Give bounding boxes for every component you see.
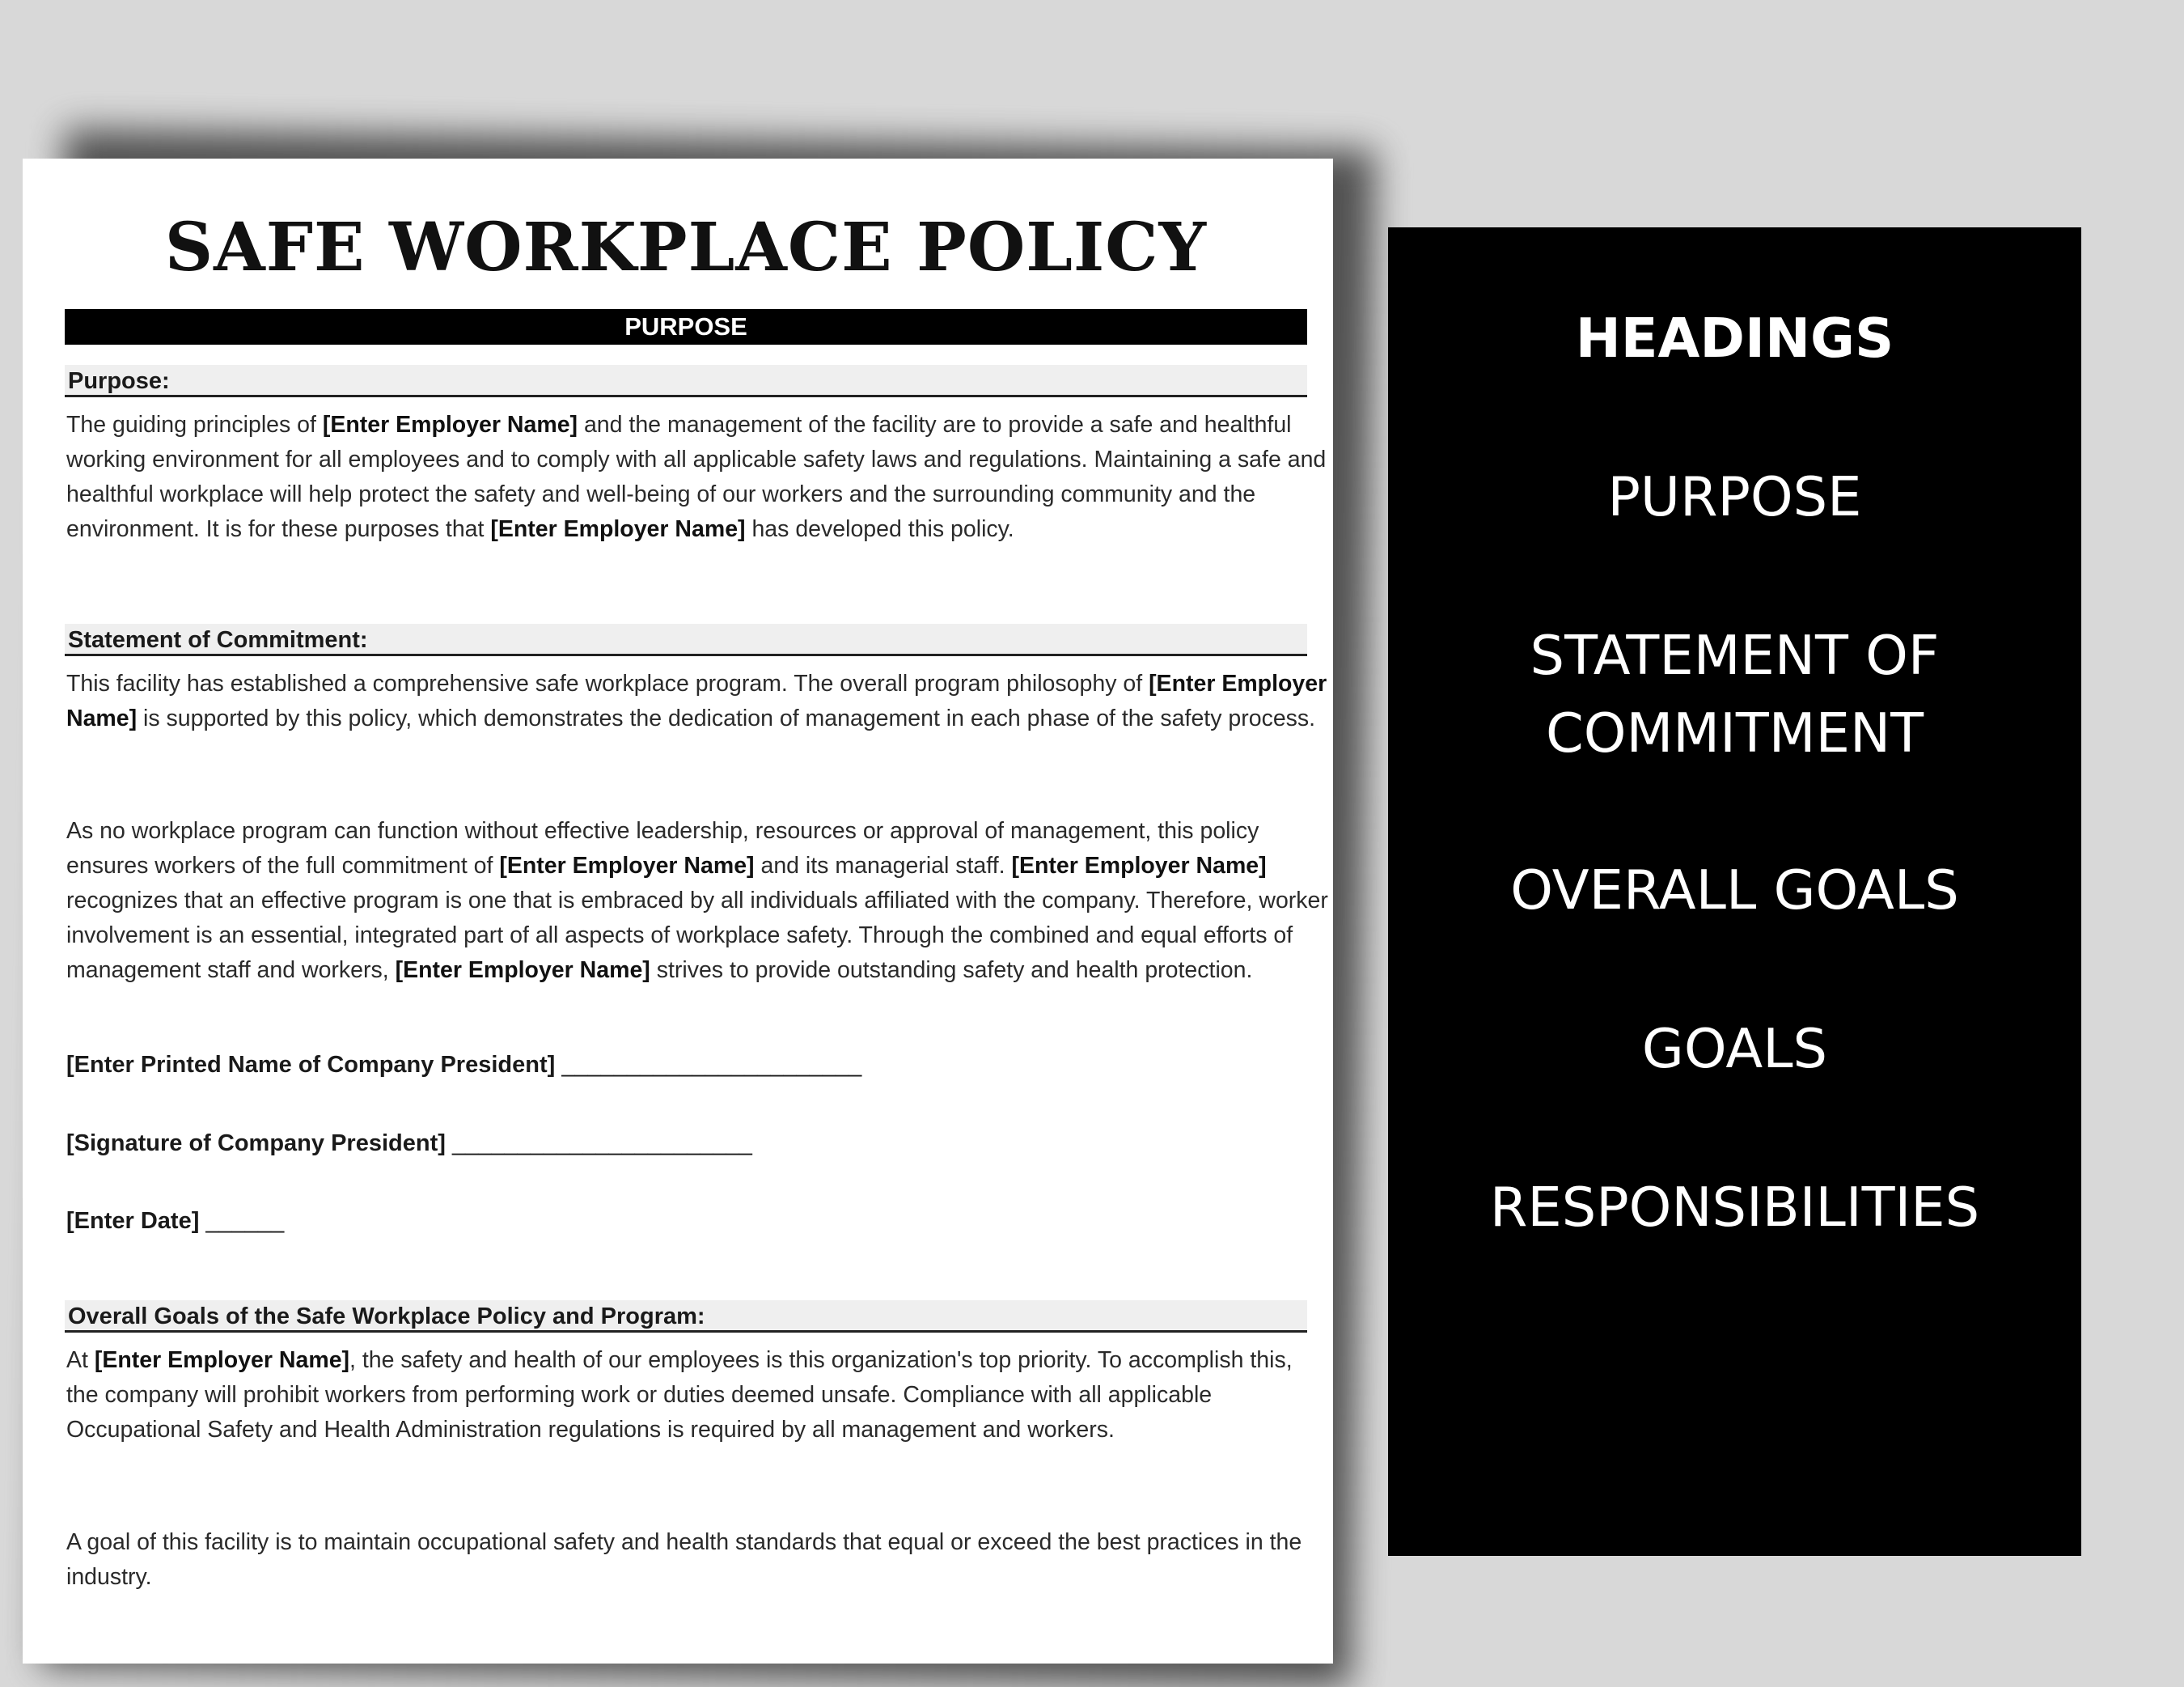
heading-item-goals: GOALS xyxy=(1641,1017,1828,1080)
printed-name-line: _______________________ xyxy=(561,1052,862,1078)
date-field xyxy=(66,1208,284,1235)
heading-item-statement-of: STATEMENT OF xyxy=(1530,624,1940,687)
section-heading-goals: Overall Goals of the Safe Workplace Policy and Program: xyxy=(65,1300,1307,1333)
employer-name-placeholder: [Enter Employer Name] xyxy=(1011,853,1267,879)
heading-item-responsibilities: RESPONSIBILITIES xyxy=(1489,1176,1980,1239)
employer-name-placeholder: [Enter Employer Name] xyxy=(322,412,578,438)
commitment-paragraph-1: This facility has established a comprehensive safe workplace program. The overall program philosophy of [Enter Employer Name] is supported by this policy, which demonstrates the dedication of management in each phase of the safety process. xyxy=(66,671,1327,731)
goals-paragraph-2: A goal of this facility is to maintain occupational safety and health standards that equal or exceed the best practices in the industry. xyxy=(66,1529,1302,1590)
commitment-paragraph-2: As no workplace program can function without effective leadership, resources or approval of management, this policy ensures workers of the full commitment of [Enter Employer Name] and its managerial staff. [Enter Employer Name] recognizes that an effective program is one that is embraced by all individuals affiliated with the company. Therefore, worker involvement is an essential, integrated part of all aspects of workplace safety. Through the combined and equal efforts of management staff and workers, [Enter Employer Name] strives to provide outstanding safety and health protection. xyxy=(66,818,1328,983)
employer-name-placeholder: [Enter Employer Name] xyxy=(66,671,1327,731)
document-page xyxy=(23,159,1333,1664)
printed-name-field xyxy=(66,1052,861,1079)
employer-name-placeholder: [Enter Employer Name] xyxy=(395,957,650,983)
headings-title: HEADINGS xyxy=(1575,307,1894,370)
signature-field xyxy=(66,1130,752,1157)
purpose-banner: PURPOSE xyxy=(65,309,1307,345)
headings-panel xyxy=(1388,227,2081,1556)
heading-item-purpose: PURPOSE xyxy=(1607,465,1862,528)
signature-line: _______________________ xyxy=(451,1130,752,1156)
goals-paragraph-1: At [Enter Employer Name], the safety and health of our employees is this organization's top priority. To accomplish this, the company will prohibit workers from performing work or duties deemed unsafe. Compliance with all applicable Occupational Safety and Health Administration regulations is required by all management and workers. xyxy=(66,1347,1293,1443)
section-heading-purpose: Purpose: xyxy=(65,365,1307,397)
employer-name-placeholder: [Enter Employer Name] xyxy=(94,1347,350,1373)
section-heading-commitment: Statement of Commitment: xyxy=(65,624,1307,656)
signature-label: [Signature of Company President] xyxy=(66,1130,446,1156)
printed-name-label: [Enter Printed Name of Company President] xyxy=(66,1052,556,1078)
heading-item-overall-goals: OVERALL GOALS xyxy=(1510,858,1959,922)
employer-name-placeholder: [Enter Employer Name] xyxy=(499,853,755,879)
document-title: SAFE WORKPLACE POLICY xyxy=(164,209,1208,286)
heading-item-commitment: COMMITMENT xyxy=(1545,702,1924,765)
date-label: [Enter Date] xyxy=(66,1208,200,1234)
employer-name-placeholder: [Enter Employer Name] xyxy=(490,516,746,542)
date-line: ______ xyxy=(205,1208,285,1234)
purpose-paragraph: The guiding principles of [Enter Employer Name] and the management of the facility are to provide a safe and healthful working environment for all employees and to comply with all applicable safety laws and regulations. Maintaining a safe and healthful workplace will help protect the safety and well-being of our workers and the surrounding community and the environment. It is for these purposes that [Enter Employer Name] has developed this policy. xyxy=(66,412,1327,542)
